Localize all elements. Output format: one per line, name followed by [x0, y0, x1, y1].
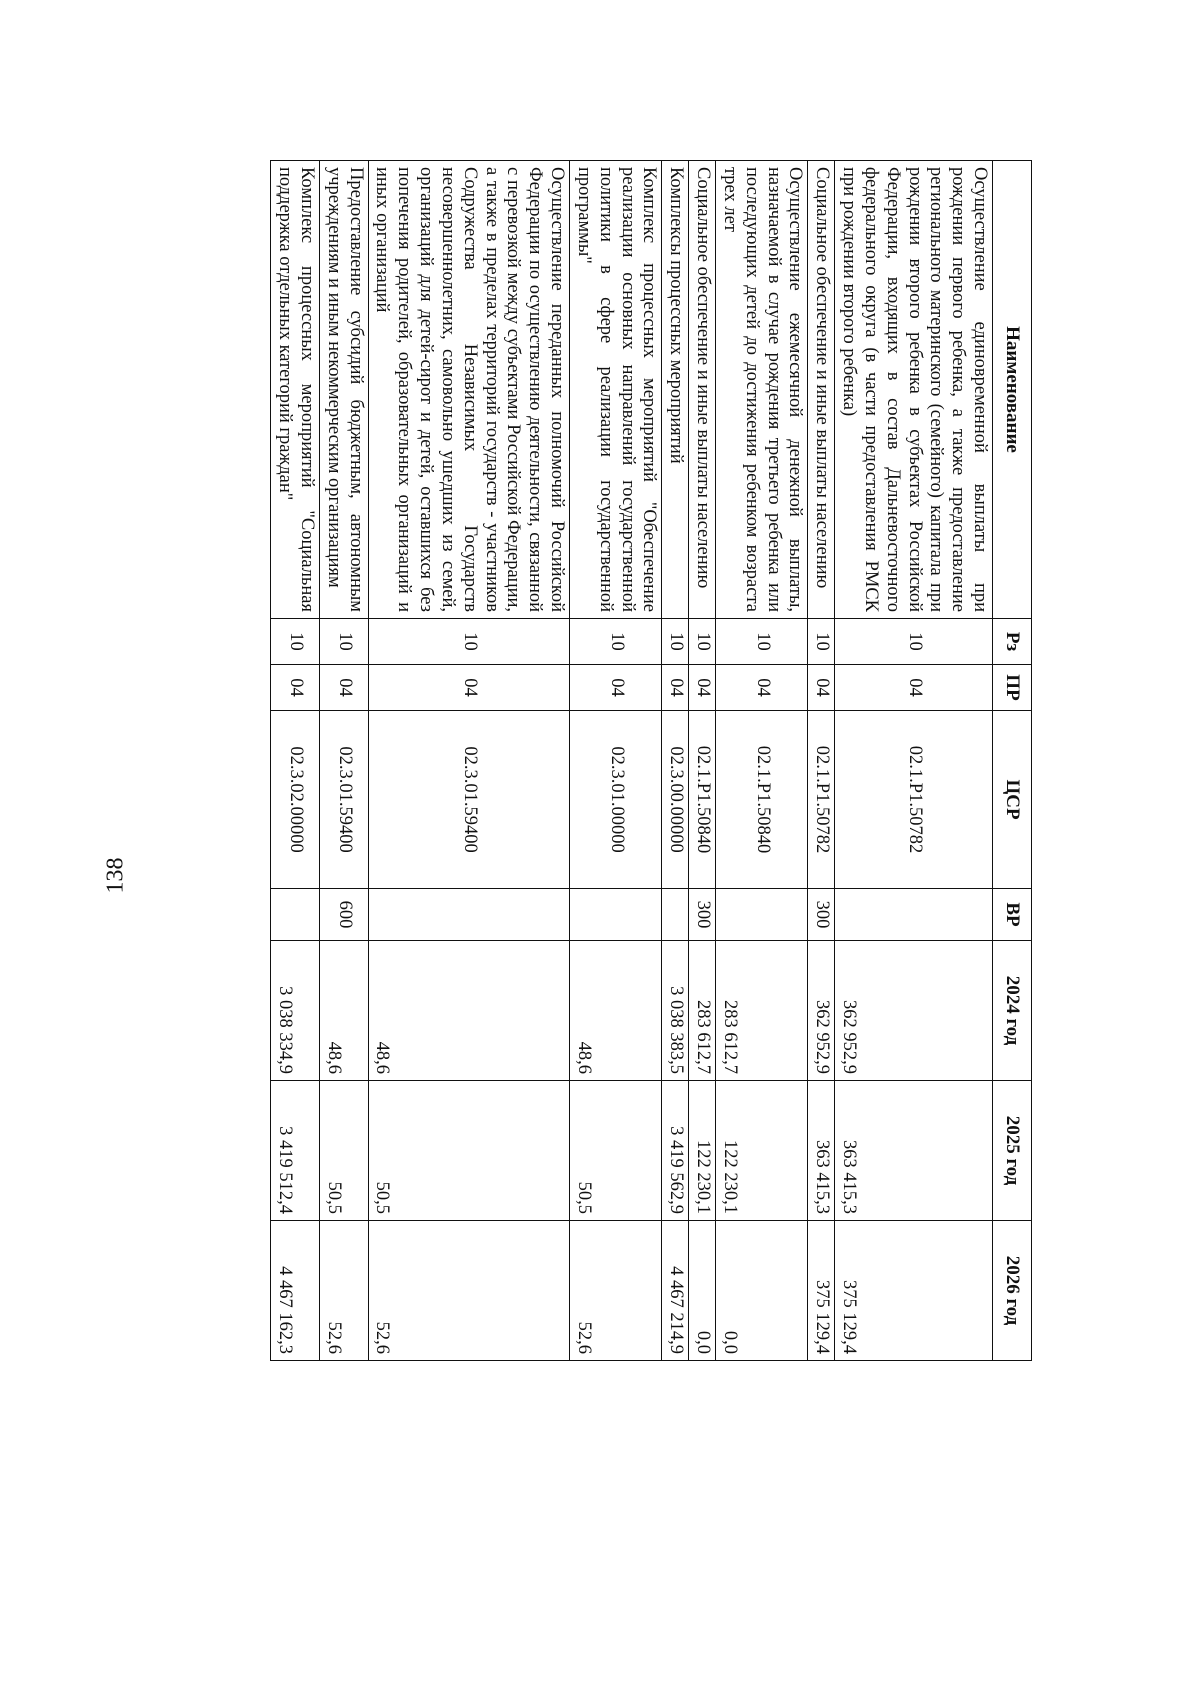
row-2026-cell: 375 129,4: [808, 1221, 835, 1361]
row-rz-cell: 10: [271, 619, 320, 665]
header-vr: ВР: [993, 889, 1032, 941]
row-rz-cell: 10: [716, 619, 808, 665]
row-vr-cell: 300: [689, 889, 716, 941]
row-rz-cell: 10: [689, 619, 716, 665]
row-csr-cell: 02.3.02.00000: [271, 711, 320, 889]
budget-table: [270, 160, 1032, 1361]
row-name-cell: Осуществление переданных полномочий Российской Федерации по осуществлению деятельности, связанной с перевозкой между субъектами Российской Федерации, а также в пределах территорий государств - участников Содружества Независимых Государств несовершеннолетних, самовольно ушедших из семей, организаций для детей-сирот и детей, оставшихся без попечения родителей, образовательных организаций и иных организаций: [368, 161, 569, 619]
table-row: [835, 161, 993, 1361]
table-row: [319, 161, 368, 1361]
row-name-cell: Комплексы процессных мероприятий: [662, 161, 689, 619]
row-2024-cell: 362 952,9: [835, 941, 993, 1081]
row-csr-cell: 02.3.01.59400: [368, 711, 569, 889]
header-pr: ПР: [993, 665, 1032, 711]
table-row: [662, 161, 689, 1361]
row-2026-cell: 52,6: [368, 1221, 569, 1361]
row-vr-cell: [368, 889, 569, 941]
row-2025-cell: 50,5: [368, 1081, 569, 1221]
row-name-cell: Осуществление единовременной выплаты при рождении первого ребенка, а также предоставление регионального материнского (семейного) капитала при рождении второго ребенка в субъектах Российской Федерации, входящих в состав Дальневосточного федерального округа (в части предоставления РМСК при рождении второго ребенка): [835, 161, 993, 619]
row-2026-cell: 4 467 214,9: [662, 1221, 689, 1361]
row-vr-cell: [835, 889, 993, 941]
row-2026-cell: 375 129,4: [835, 1221, 993, 1361]
table-row: [716, 161, 808, 1361]
row-rz-cell: 10: [319, 619, 368, 665]
row-2025-cell: 50,5: [319, 1081, 368, 1221]
row-2025-cell: 3 419 512,4: [271, 1081, 320, 1221]
table-row: [570, 161, 662, 1361]
header-2025: 2025 год: [993, 1081, 1032, 1221]
header-name: Наименование: [993, 161, 1032, 619]
row-name-cell: Социальное обеспечение и иные выплаты населению: [689, 161, 716, 619]
header-rz: Рз: [993, 619, 1032, 665]
row-2024-cell: 283 612,7: [689, 941, 716, 1081]
row-rz-cell: 10: [570, 619, 662, 665]
row-2024-cell: 362 952,9: [808, 941, 835, 1081]
row-pr-cell: 04: [662, 665, 689, 711]
table-row: [808, 161, 835, 1361]
table-row: [368, 161, 569, 1361]
row-pr-cell: 04: [808, 665, 835, 711]
row-pr-cell: 04: [835, 665, 993, 711]
row-pr-cell: 04: [716, 665, 808, 711]
table-row: [689, 161, 716, 1361]
row-csr-cell: 02.3.00.00000: [662, 711, 689, 889]
row-2024-cell: 48,6: [570, 941, 662, 1081]
row-vr-cell: 300: [808, 889, 835, 941]
rotated-table-container: [167, 160, 1032, 1360]
header-2026: 2026 год: [993, 1221, 1032, 1361]
row-2024-cell: 48,6: [319, 941, 368, 1081]
row-rz-cell: 10: [368, 619, 569, 665]
row-csr-cell: 02.1.P1.50782: [835, 711, 993, 889]
header-2024: 2024 год: [993, 941, 1032, 1081]
row-rz-cell: 10: [662, 619, 689, 665]
row-2026-cell: 4 467 162,3: [271, 1221, 320, 1361]
row-2026-cell: 0,0: [716, 1221, 808, 1361]
row-2024-cell: 3 038 334,9: [271, 941, 320, 1081]
row-2025-cell: 122 230,1: [716, 1081, 808, 1221]
row-2025-cell: 363 415,3: [835, 1081, 993, 1221]
table-row: [271, 161, 320, 1361]
row-pr-cell: 04: [570, 665, 662, 711]
row-vr-cell: [570, 889, 662, 941]
row-name-cell: Социальное обеспечение и иные выплаты населению: [808, 161, 835, 619]
row-csr-cell: 02.1.P1.50840: [689, 711, 716, 889]
row-csr-cell: 02.3.01.00000: [570, 711, 662, 889]
row-2026-cell: 0,0: [689, 1221, 716, 1361]
row-vr-cell: 600: [319, 889, 368, 941]
row-2024-cell: 3 038 383,5: [662, 941, 689, 1081]
row-pr-cell: 04: [271, 665, 320, 711]
table-header-row: [993, 161, 1032, 1361]
page-number: 138: [102, 857, 129, 894]
row-vr-cell: [271, 889, 320, 941]
row-name-cell: Комплекс процессных мероприятий "Социальная поддержка отдельных категорий граждан": [271, 161, 320, 619]
row-name-cell: Комплекс процессных мероприятий "Обеспечение реализации основных направлений государственной политики в сфере реализации государственной программы": [570, 161, 662, 619]
row-pr-cell: 04: [689, 665, 716, 711]
row-2024-cell: 48,6: [368, 941, 569, 1081]
row-2026-cell: 52,6: [570, 1221, 662, 1361]
row-rz-cell: 10: [808, 619, 835, 665]
row-name-cell: Осуществление ежемесячной денежной выплаты, назначаемой в случае рождения третьего ребенка или последующих детей до достижения ребенком возраста трех лет: [716, 161, 808, 619]
row-name-cell: Предоставление субсидий бюджетным, автономным учреждениям и иным некоммерческим организациям: [319, 161, 368, 619]
row-vr-cell: [716, 889, 808, 941]
header-csr: ЦСР: [993, 711, 1032, 889]
row-2025-cell: 50,5: [570, 1081, 662, 1221]
row-2025-cell: 363 415,3: [808, 1081, 835, 1221]
row-csr-cell: 02.3.01.59400: [319, 711, 368, 889]
row-2024-cell: 283 612,7: [716, 941, 808, 1081]
row-csr-cell: 02.1.P1.50782: [808, 711, 835, 889]
row-pr-cell: 04: [368, 665, 569, 711]
row-vr-cell: [662, 889, 689, 941]
row-2025-cell: 122 230,1: [689, 1081, 716, 1221]
row-rz-cell: 10: [835, 619, 993, 665]
row-2026-cell: 52,6: [319, 1221, 368, 1361]
row-pr-cell: 04: [319, 665, 368, 711]
row-2025-cell: 3 419 562,9: [662, 1081, 689, 1221]
row-csr-cell: 02.1.P1.50840: [716, 711, 808, 889]
